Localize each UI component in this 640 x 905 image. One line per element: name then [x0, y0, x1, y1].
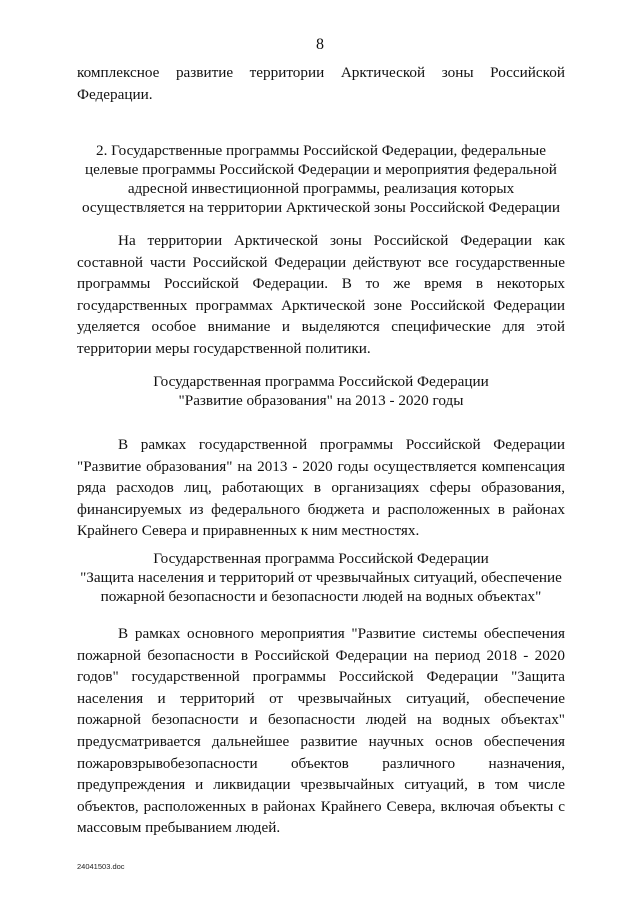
program1-paragraph: В рамках государственной программы Российской Федерации "Развитие образования" на 2013 - 2020 годы осуществляется компенсация ряда расходов лиц, работающих в организациях сферы образования, финансируемых из федерального бюджета и расположенных в районах Крайнего Севера и приравненных к ним местностях.: [77, 436, 565, 540]
program1-heading-line: Государственная программа Российской Федерации: [153, 373, 489, 390]
footer-filename: 24041503.doc: [77, 862, 125, 871]
continuation-paragraph: комплексное развитие территории Арктической зоны Российской Федерации.: [77, 64, 565, 103]
program1-heading-line: "Развитие образования" на 2013 - 2020 годы: [178, 392, 464, 409]
section-heading-line: осуществляется на территории Арктической зоны Российской Федерации: [81, 199, 561, 216]
section-heading-line: 2. Государственные программы Российской Федерации, федеральные: [95, 142, 546, 159]
program2-paragraph: В рамках основного мероприятия "Развитие системы обеспечения пожарной безопасности в Российской Федерации на период 2018 - 2020 годов" государственной программы Российской Федерации "Защита населения и территорий от чрезвычайных ситуаций, обеспечение пожарной безопасности и безопасности людей на водных объектах" предусматривается дальнейшее развитие научных основ обеспечения пожаровзрывобезопасности объектов различного назначения, предупреждения и ликвидации чрезвычайных ситуаций, в том числе объектов, расположенных в районах Крайнего Севера, включая объекты с массовым пребыванием людей.: [77, 625, 565, 837]
section-heading-line: целевые программы Российской Федерации и мероприятия федеральной: [85, 161, 557, 178]
section-heading: [77, 141, 565, 217]
program2-heading-line: пожарной безопасности и безопасности людей на водных объектах": [100, 588, 542, 605]
program2-heading: [77, 549, 565, 606]
intro-paragraph: На территории Арктической зоны Российской Федерации как составной части Российской Федерации действуют все государственные программы Российской Федерации. В то же время в некоторых государственных программах Арктической зоне Российской Федерации уделяется особое внимание и выделяются специфические для этой территории меры государственной политики.: [77, 232, 565, 357]
program1-heading: [77, 372, 565, 410]
program2-heading-line: "Защита населения и территорий от чрезвычайных ситуаций, обеспечение: [80, 569, 562, 586]
page-number: 8: [316, 36, 324, 53]
section-heading-line: адресной инвестиционной программы, реализация которых: [127, 180, 515, 197]
program2-heading-line: Государственная программа Российской Федерации: [153, 550, 489, 567]
